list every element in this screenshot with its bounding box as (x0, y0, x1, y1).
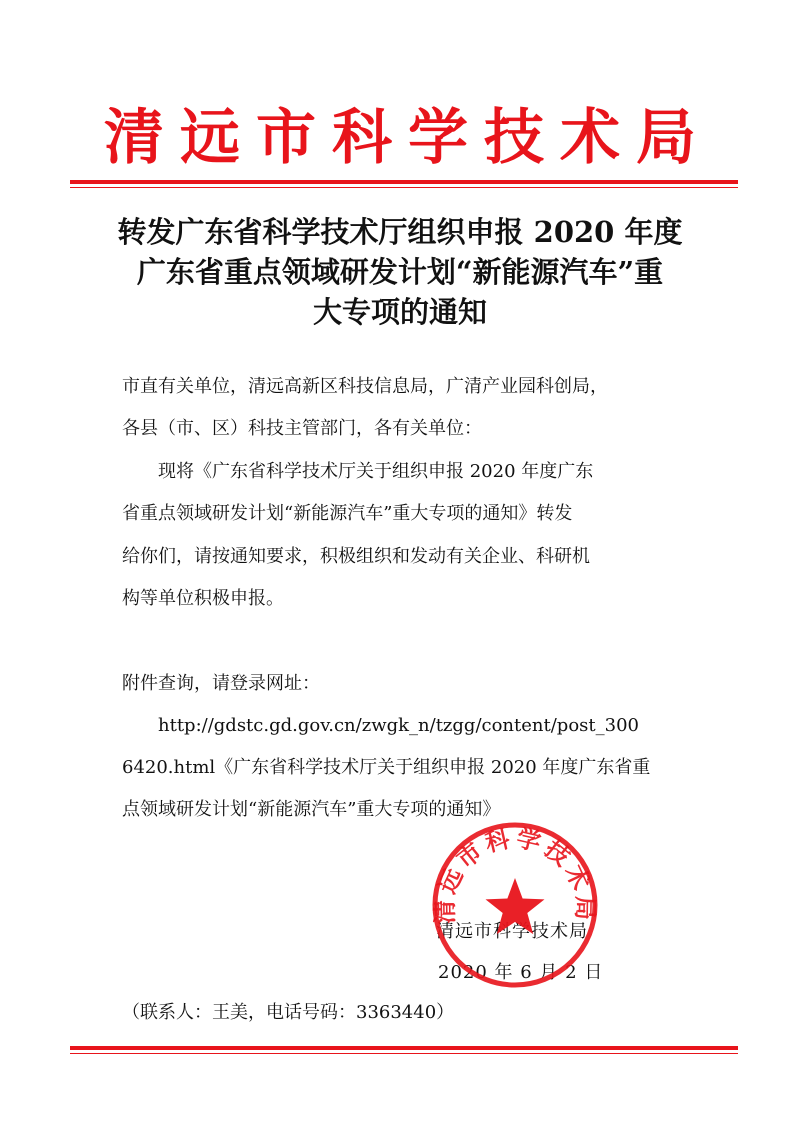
header-rule (70, 180, 738, 188)
attachment-label: 附件查询，请登录网址： (122, 673, 320, 694)
contact-info: （联系人：王美，电话号码：3363440） (122, 1002, 455, 1023)
document-title (80, 212, 720, 332)
signature-org: 清远市科学技术局 (436, 921, 588, 942)
recipients-line: 市直有关单位，清远高新区科技信息局，广清产业园科创局， (122, 376, 608, 397)
body-line: 构等单位积极申报。 (122, 588, 284, 609)
attachment-line: 6420.html《广东省科学技术厅关于组织申报 2020 年度广东省重 (122, 757, 651, 778)
signature-date: 2020 年 6 月 2 日 (438, 962, 604, 983)
official-seal-icon (430, 820, 600, 990)
title-line: 转发广东省科学技术厅组织申报 2020 年度 (117, 215, 683, 249)
title-line: 广东省重点领域研发计划“新能源汽车”重 (136, 255, 664, 289)
body-line: 给你们，请按通知要求，积极组织和发动有关企业、科研机 (122, 546, 590, 567)
body-line: 省重点领域研发计划“新能源汽车”重大专项的通知》转发 (122, 503, 573, 524)
title-line: 大专项的通知 (312, 295, 487, 329)
attachment-url[interactable]: http://gdstc.gd.gov.cn/zwgk_n/tzgg/content/post_300 (158, 715, 639, 736)
body-line: 现将《广东省科学技术厅关于组织申报 2020 年度广东 (158, 461, 594, 482)
svg-text:清远市科学技术局: 清远市科学技术局 (430, 822, 600, 925)
attachment-line: 点领域研发计划“新能源汽车”重大专项的通知》 (122, 799, 501, 820)
footer-rule (70, 1046, 738, 1054)
recipients-line: 各县（市、区）科技主管部门，各有关单位： (122, 418, 482, 439)
org-header: 清远市科学技术局 (104, 103, 712, 173)
